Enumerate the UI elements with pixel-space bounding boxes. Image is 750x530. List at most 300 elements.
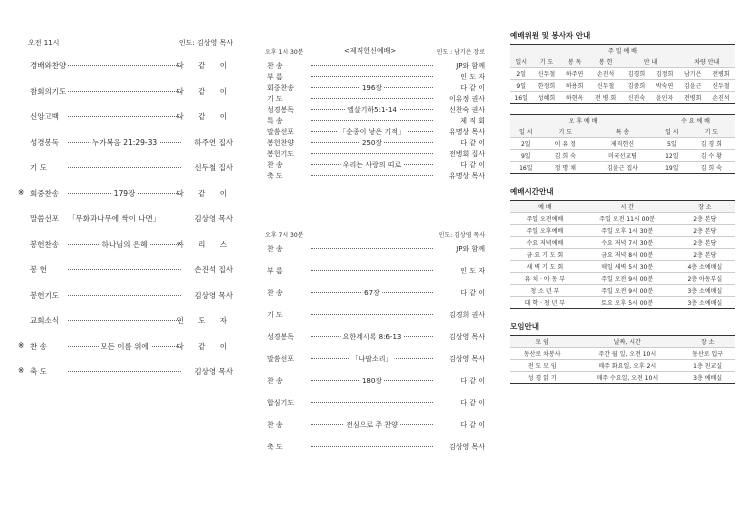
order-leader-line: [68, 188, 181, 198]
order-label: 경배와찬양: [30, 61, 67, 70]
order-leader-line: [68, 239, 181, 249]
order-leader-line: [311, 138, 433, 147]
column-header: 기 도: [542, 126, 589, 138]
order-person: 다 같 이: [460, 399, 485, 407]
table-cell: 하용희: [561, 80, 589, 92]
order-person: 카 리 스: [176, 239, 233, 249]
table-cell: 김윤근: [679, 80, 707, 92]
table-cell: 전병회: [684, 95, 702, 102]
order-leader-line: [68, 315, 181, 325]
column-header: 봉 헌: [589, 56, 623, 68]
order-row: [18, 315, 233, 341]
table-row: [510, 213, 735, 225]
order-leader-line: [68, 264, 181, 274]
table-row: [510, 162, 735, 174]
order-label: 말씀선포: [30, 214, 59, 223]
table-cell: 16일: [519, 165, 533, 172]
order-row: [18, 239, 233, 265]
table-row: [510, 80, 735, 92]
order-label: 성경봉독: [267, 333, 295, 341]
order-person: 다 같 이: [460, 161, 485, 169]
order-label: 찬 송: [267, 421, 283, 429]
order-row: [18, 111, 233, 137]
dotted-leader: [311, 76, 433, 77]
column-header: 시 간: [580, 201, 675, 213]
table-cell: 전병회: [707, 68, 735, 80]
order-row: [265, 442, 485, 464]
table-cell: 신진숙: [627, 95, 646, 102]
order-person: 다 같 이: [176, 341, 233, 351]
order-label: 봉 헌: [30, 265, 47, 274]
wednesday-caption: 수 요 예 배: [656, 115, 735, 127]
order-row: [265, 127, 485, 138]
order-leader-line: [311, 149, 433, 158]
table-row: [510, 360, 735, 372]
order-leader-line: [311, 127, 433, 136]
order-label: 교회소식: [30, 316, 59, 325]
table-cell: 정 명 채: [554, 165, 576, 172]
order-detail: 「나팔소리」: [351, 355, 393, 363]
column-header: 차량 안내: [679, 56, 735, 68]
dotted-leader: [68, 295, 181, 296]
order-detail: 우리는 사랑의 띠로: [342, 161, 402, 169]
groups-table: [510, 335, 735, 384]
order-label: 축 도: [267, 172, 283, 180]
table-cell: 새 벽 기 도 회: [510, 261, 580, 273]
order-leader-line: [311, 332, 433, 341]
table-cell: 주일 오후 1시 30분: [580, 225, 675, 237]
table-cell: 신두철: [707, 80, 735, 92]
table-row: [510, 261, 735, 273]
order-person: 인 도 자: [460, 267, 485, 275]
dotted-leader: [68, 91, 181, 92]
order-row: [265, 310, 485, 332]
order-person: 다 같 이: [176, 112, 233, 121]
evening-service-time: 오후 7시 30분: [265, 232, 304, 239]
order-label: 봉헌찬양: [267, 139, 295, 147]
order-leader-line: [68, 366, 181, 376]
order-leader-line: [311, 310, 433, 319]
order-label: 특 송: [267, 117, 283, 125]
table-row: [510, 138, 735, 150]
table-cell: 하현옥: [565, 95, 584, 102]
table-cell: 금 요 기 도 회: [510, 249, 580, 261]
order-row: [265, 116, 485, 127]
order-detail: 누가복음 21:29-33: [91, 137, 158, 147]
table-cell: 김 경 희: [688, 138, 735, 150]
dotted-leader: [311, 98, 433, 99]
table-cell: 9일: [510, 80, 532, 92]
order-label: 말씀선포: [267, 128, 295, 136]
order-label: 봉헌기도: [267, 150, 295, 158]
table-cell: 주일 오전예배: [510, 213, 580, 225]
order-row: [265, 266, 485, 288]
evening-order-list: [265, 244, 485, 464]
afternoon-service-time: 오후 1시 30분: [265, 48, 304, 56]
afternoon-evening-order: [265, 46, 485, 464]
dotted-leader: [311, 402, 433, 403]
order-person: 전병회 집사: [448, 150, 485, 158]
order-person: 다 같 이: [460, 139, 485, 147]
order-leader-line: [68, 290, 181, 300]
table-cell: 주일 오후예배: [510, 225, 580, 237]
table-cell: 2층 아동부실: [675, 273, 735, 285]
standing-mark: ※: [18, 340, 25, 350]
table-cell: 2일: [510, 68, 532, 80]
table-cell: 매주 수요일, 오전 10시: [596, 375, 659, 382]
afternoon-service-header: [265, 46, 485, 56]
table-cell: 16일: [514, 95, 528, 102]
table-cell: 동산로 차봉사: [510, 348, 574, 360]
order-label: 부 름: [267, 73, 283, 81]
table-cell: 주일 오전 9시 00분: [580, 273, 675, 285]
order-detail: 250장: [361, 139, 383, 147]
morning-service-header: [18, 38, 233, 48]
morning-service-order: [18, 38, 233, 392]
order-leader-line: [68, 86, 181, 96]
order-label: 합심기도: [267, 399, 295, 407]
order-label: 축 도: [30, 367, 47, 376]
order-person: 김상영 목사: [194, 214, 233, 223]
table-cell: 2일: [510, 138, 542, 150]
order-label: 기 도: [267, 311, 283, 319]
table-cell: 5일: [656, 138, 688, 150]
table-row: [510, 297, 735, 309]
order-row: [265, 83, 485, 94]
table-cell: 9일: [510, 150, 542, 162]
order-row: [265, 105, 485, 116]
table-cell: 3층 소예배실: [687, 300, 723, 307]
order-person: 제 직 회: [460, 117, 485, 125]
order-row: [18, 264, 233, 290]
order-row: [265, 94, 485, 105]
morning-service-leader: 인도: 김상영 목사: [178, 39, 233, 47]
table-cell: 2층 본당: [675, 213, 735, 225]
morning-order-list: [18, 60, 233, 392]
order-row: [265, 244, 485, 266]
order-row: [18, 188, 233, 214]
table-cell: 전 도 모 임: [510, 360, 574, 372]
order-row: [18, 213, 233, 239]
dotted-leader: [311, 153, 433, 154]
order-leader-line: [68, 162, 181, 172]
table-cell: 금요 저녁 8시 00분: [580, 249, 675, 261]
order-row: [18, 137, 233, 163]
order-label: 부 름: [267, 267, 283, 275]
order-person: 김상영 목사: [448, 443, 485, 451]
order-leader-line: [311, 116, 433, 125]
order-leader-line: [68, 137, 181, 147]
order-person: 인 도 자: [460, 73, 485, 81]
order-person: 하주연 집사: [194, 137, 233, 147]
order-label: 봉헌기도: [30, 290, 59, 300]
table-cell: 매주 화요일, 오후 2시: [574, 360, 680, 372]
order-row: [265, 288, 485, 310]
column-header: 장 소: [680, 336, 735, 348]
order-person: 김상영 목사: [194, 290, 233, 300]
order-leader-line: [311, 288, 433, 297]
order-row: [265, 354, 485, 376]
column-header: 모 임: [510, 336, 574, 348]
order-detail: 179장: [113, 188, 136, 198]
order-person: 김경희 권사: [448, 311, 485, 319]
order-leader-line: [311, 171, 433, 180]
order-person: 이유정 권사: [448, 95, 485, 103]
morning-service-time: 오전 11시: [28, 39, 60, 47]
table-row: [510, 249, 735, 261]
dotted-leader: [68, 116, 181, 117]
order-row: [18, 86, 233, 112]
table-cell: 남기은: [679, 68, 707, 80]
table-cell: 한정희: [532, 80, 560, 92]
order-detail: 전심으로 주 찬양: [346, 421, 398, 429]
other-services-table: [510, 114, 735, 174]
column-header: 안 내: [622, 56, 678, 68]
order-leader-line: [311, 105, 433, 114]
standing-mark: ※: [18, 187, 25, 197]
table-cell: 김 수 황: [688, 150, 735, 162]
order-label: 찬 송: [267, 377, 283, 385]
order-label: 기 도: [267, 95, 283, 103]
order-person: 김상영 목사: [194, 367, 233, 376]
column-header: 장 소: [675, 201, 735, 213]
order-label: 참회의기도: [30, 86, 67, 96]
table-cell: 김중희: [622, 80, 650, 92]
times-title: 예배시간안내: [510, 187, 554, 196]
order-leader-line: [311, 94, 433, 103]
dotted-leader: [68, 269, 181, 270]
column-header: 일시: [510, 56, 532, 68]
column-header: 일 시: [656, 126, 688, 138]
order-row: [18, 366, 233, 392]
table-cell: 이 유 정: [542, 138, 589, 150]
table-cell: 3층 예배실: [693, 375, 723, 382]
table-cell: 2층 본당: [675, 237, 735, 249]
order-person: 다 같 이: [176, 61, 233, 70]
order-detail: 67장: [364, 289, 380, 297]
table-row: [510, 372, 735, 384]
column-header: 기 도: [532, 56, 560, 68]
service-times-table: [510, 200, 735, 309]
order-person: JP와 함께: [456, 62, 485, 70]
order-row: [265, 398, 485, 420]
order-person: 신두철 집사: [194, 163, 233, 172]
table-row: [510, 273, 735, 285]
order-leader-line: [311, 72, 433, 81]
table-cell: 2층 본당: [675, 249, 735, 261]
table-row: [510, 237, 735, 249]
order-label: 찬 송: [30, 341, 47, 351]
table-cell: 3층 소예배실: [675, 285, 735, 297]
order-leader-line: [311, 354, 433, 363]
table-cell: 윤인자: [655, 95, 674, 102]
column-header: 일 시: [510, 126, 542, 138]
order-label: 신앙고백: [30, 112, 59, 121]
order-label: 축 도: [267, 443, 283, 451]
order-label: 말씀선포: [267, 355, 295, 363]
table-cell: 2층 본당: [675, 225, 735, 237]
order-person: 인 도 자: [176, 316, 233, 325]
order-leader-line: [311, 244, 433, 253]
order-detail: 「순종이 낳은 기적」: [339, 128, 405, 136]
table-row: [510, 285, 735, 297]
order-row: [265, 138, 485, 149]
table-cell: 대 학 · 청 년 부: [524, 300, 566, 307]
dotted-leader: [311, 120, 433, 121]
table-cell: 동산로 입구: [680, 348, 735, 360]
order-label: 회중찬송: [30, 188, 59, 198]
table-cell: 19일: [665, 165, 679, 172]
order-leader-line: [311, 398, 433, 407]
order-leader-line: [311, 420, 433, 429]
order-row: [18, 162, 233, 188]
order-leader-line: [68, 60, 181, 70]
table-cell: 1층 친교실: [680, 360, 735, 372]
order-person: 유명상 목사: [448, 172, 485, 180]
table-cell: 전 병 회: [594, 95, 617, 102]
table-cell: 주일 오전 9시 00분: [580, 285, 675, 297]
dotted-leader: [311, 248, 433, 249]
order-person: 다 같 이: [460, 84, 485, 92]
order-leader-line: [311, 266, 433, 275]
column-header: 봉 독: [561, 56, 589, 68]
order-row: [265, 332, 485, 354]
table-cell: 김정희: [651, 68, 679, 80]
table-cell: 청 소 년 부: [510, 285, 580, 297]
table-cell: 김윤근 집사: [607, 165, 638, 172]
order-label: 회중찬송: [267, 84, 295, 92]
order-row: [18, 60, 233, 86]
order-person: 다 같 이: [460, 289, 485, 297]
table-cell: 성혜희: [537, 95, 556, 102]
order-row: [265, 72, 485, 83]
order-leader-line: [311, 61, 433, 70]
order-person: 신찬숙 권사: [448, 106, 485, 114]
table-cell: 주간 월 일, 오전 10시: [574, 348, 680, 360]
column-header: 기 도: [688, 126, 735, 138]
column-header: 특 송: [589, 126, 656, 138]
dotted-leader: [68, 65, 181, 66]
table-cell: 신두철: [589, 80, 623, 92]
order-person: 다 같 이: [460, 421, 485, 429]
dotted-leader: [311, 446, 433, 447]
order-leader-line: [311, 160, 433, 169]
order-leader-line: [68, 111, 181, 121]
sunday-caption: 주 일 예 배: [510, 45, 735, 57]
order-person: 다 같 이: [176, 86, 233, 96]
table-cell: 주일 오전 11시 00분: [580, 213, 675, 225]
table-cell: 김 희 숙: [700, 165, 722, 172]
table-cell: 12일: [656, 150, 688, 162]
order-person: 김상영 목사: [448, 333, 485, 341]
order-row: [265, 171, 485, 182]
table-cell: 손진석: [589, 68, 623, 80]
table-cell: 토요 오후 5시 00분: [601, 300, 654, 307]
order-person: 김상영 목사: [448, 355, 485, 363]
order-row: [265, 149, 485, 160]
table-cell: 김 희 숙: [542, 150, 589, 162]
table-cell: 박숙연: [651, 80, 679, 92]
order-detail: 하나님의 은혜: [101, 239, 148, 249]
table-row: [510, 348, 735, 360]
table-cell: 하주연: [561, 68, 589, 80]
order-label: 성경봉독: [267, 106, 295, 114]
order-label: 찬 송: [267, 245, 283, 253]
table-cell: 성 경 읽 기: [527, 375, 557, 382]
table-row: [510, 68, 735, 80]
order-leader-line: [68, 341, 181, 351]
table-cell: 제직헌신: [589, 138, 656, 150]
order-label: 성경봉독: [30, 137, 59, 147]
table-cell: 수요 저녁 7시 30분: [580, 237, 675, 249]
order-label: 봉헌찬송: [30, 239, 59, 249]
table-cell: 매일 새벽 5시 30분: [580, 261, 675, 273]
sunday-volunteers-table: [510, 44, 735, 104]
afternoon-caption: 오 후 예 배: [510, 115, 656, 127]
order-person: 다 같 이: [460, 377, 485, 385]
dotted-leader: [311, 175, 433, 176]
order-person: JP와 함께: [456, 245, 485, 253]
sermon-title: 「무화과나무에 싹이 나면」: [68, 214, 161, 223]
dotted-leader: [311, 270, 433, 271]
evening-service-leader: 인도: 김상영 목사: [438, 232, 485, 239]
column-header: 날짜, 시간: [574, 336, 680, 348]
table-cell: 4층 소예배실: [675, 261, 735, 273]
order-leader-line: [311, 376, 433, 385]
order-detail: 엘살기하5:1-14: [347, 106, 397, 114]
order-label: 찬 송: [267, 161, 283, 169]
table-cell: 손진석: [712, 95, 730, 102]
order-detail: 모든 이름 위에: [100, 341, 149, 351]
column-header: 예 배: [510, 201, 580, 213]
order-label: 찬 송: [267, 62, 283, 70]
order-leader-line: [311, 442, 433, 451]
order-row: [265, 160, 485, 171]
order-person: 유명상 목사: [448, 128, 485, 136]
order-detail: 요한계시록 8:6-13: [342, 333, 402, 341]
table-row: [510, 150, 735, 162]
order-row: [265, 61, 485, 72]
groups-title: 모임안내: [510, 322, 539, 331]
order-detail: 180장: [361, 377, 383, 385]
volunteers-title: 예배위원 및 봉사자 안내: [510, 31, 591, 40]
table-row: [510, 92, 735, 104]
dotted-leader: [68, 167, 181, 168]
table-cell: 유 치 · 아 동 부: [510, 273, 580, 285]
info-column: [510, 30, 735, 384]
order-row: [18, 290, 233, 316]
table-cell: 미국선교팀: [589, 150, 656, 162]
table-row: [510, 225, 735, 237]
dotted-leader: [68, 371, 181, 372]
order-label: 기 도: [30, 163, 47, 172]
order-label: 찬 송: [267, 289, 283, 297]
table-cell: 신두철: [532, 68, 560, 80]
afternoon-service-leader: 인도 : 남기은 장로: [436, 48, 485, 56]
dotted-leader: [311, 314, 433, 315]
table-cell: 김경희: [622, 68, 650, 80]
order-row: [265, 376, 485, 398]
standing-mark: ※: [18, 366, 25, 375]
dotted-leader: [68, 320, 181, 321]
table-cell: 수요 저녁예배: [510, 237, 580, 249]
order-detail: 196장: [361, 84, 383, 92]
afternoon-service-title: <제직헌신예배>: [343, 47, 397, 55]
order-row: [265, 420, 485, 442]
order-leader-line: [311, 83, 433, 92]
evening-service-header: [265, 230, 485, 239]
order-person: 손진석 집사: [194, 265, 233, 274]
